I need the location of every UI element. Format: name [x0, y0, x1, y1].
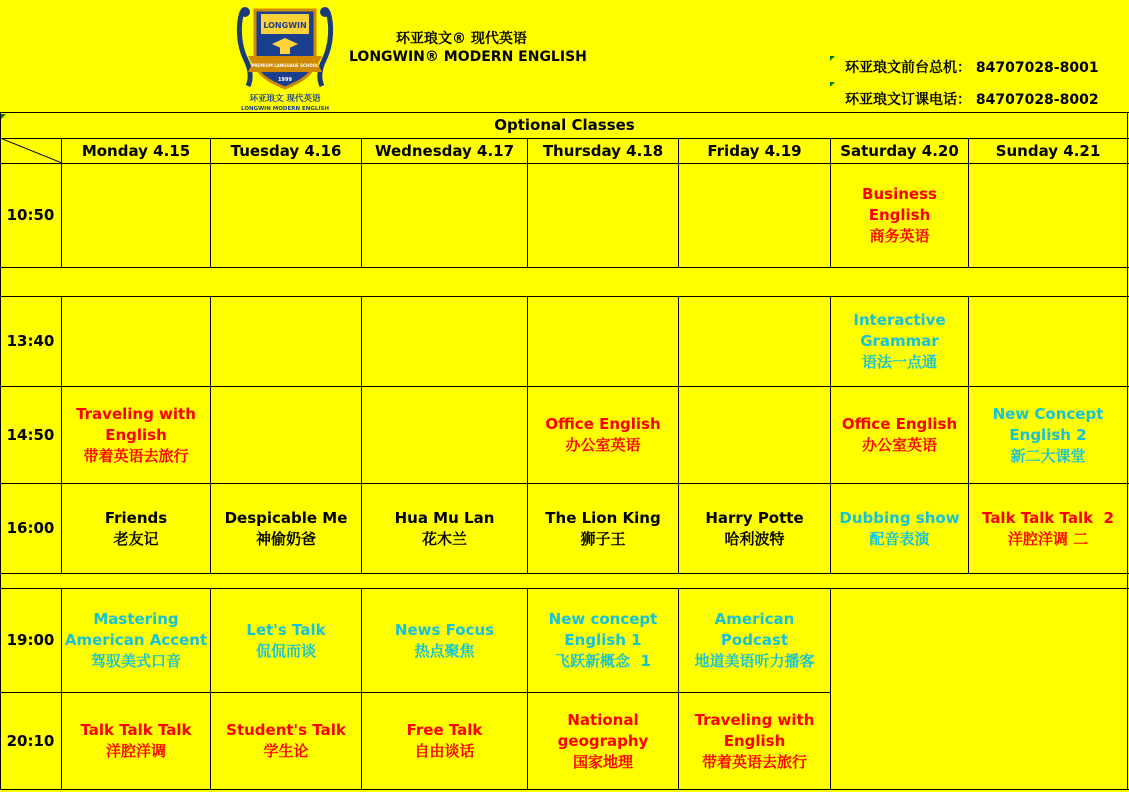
class-mastering-american-accent: [62, 589, 210, 692]
class-name-cn: 办公室英语: [861, 436, 937, 454]
day-header-tuesday: Tuesday 4.16: [230, 141, 342, 160]
class-name: Dubbing show: [839, 508, 960, 527]
class-name: Office English: [545, 415, 661, 433]
class-name: geography: [557, 731, 649, 750]
class-name: Office English: [841, 415, 958, 433]
class-name: Mastering: [93, 610, 179, 628]
class-name: Harry Potte: [705, 508, 804, 527]
class-name: English 2: [1009, 425, 1087, 444]
class-name: Student's Talk: [226, 721, 346, 739]
class-name-cn: 自由谈话: [414, 742, 475, 760]
class-traveling-with-english: [679, 693, 830, 789]
class-name: Grammar: [860, 332, 939, 350]
class-name-cn: 学生论: [263, 742, 309, 760]
grid-line: [830, 588, 831, 789]
class-despicable-me: [211, 484, 361, 573]
cell-marker-icon: [830, 82, 835, 87]
class-name: The Lion King: [545, 508, 661, 527]
class-name-cn: 新二大课堂: [1010, 446, 1086, 465]
class-name: English: [105, 425, 167, 444]
class-new-concept-english-1: [528, 589, 678, 692]
class-office-english: [528, 387, 678, 483]
class-national-geography: [528, 693, 678, 789]
day-header-friday: Friday 4.19: [707, 141, 802, 160]
class-name: Let's Talk: [246, 620, 326, 639]
class-name: New concept: [548, 610, 658, 628]
class-name-cn: 语法一点通: [861, 353, 937, 371]
class-lets-talk: [211, 589, 361, 692]
grid-line: [1127, 112, 1128, 790]
class-name: Talk Talk Talk 2: [982, 508, 1114, 527]
class-talk-talk-talk: [62, 693, 210, 789]
class-name: English: [868, 206, 931, 224]
class-name-cn: 哈利波特: [724, 529, 785, 548]
class-name: English 1: [564, 631, 642, 649]
class-name-cn: 神偷奶爸: [255, 529, 316, 548]
class-new-concept-english-2: [969, 387, 1127, 483]
class-name-cn: 带着英语去旅行: [701, 752, 807, 771]
grid-line: [0, 267, 1129, 268]
class-name: Traveling with: [76, 404, 196, 423]
header-diagonal: [0, 138, 62, 163]
class-name: American Accent: [64, 631, 208, 649]
class-news-focus: [362, 589, 527, 692]
class-name-cn: 洋腔洋调 二: [1007, 529, 1089, 548]
class-the-lion-king: [528, 484, 678, 573]
class-name-cn: 飞跃新概念 1: [555, 652, 651, 670]
class-friends: [62, 484, 210, 573]
class-name: Business: [862, 185, 937, 203]
class-name-cn: 热点聚焦: [414, 641, 475, 660]
class-name-cn: 配音表演: [869, 529, 930, 548]
class-name-cn: 地道美语听力播客: [694, 652, 815, 670]
time-label: 14:50: [6, 425, 55, 444]
class-name-cn: 狮子王: [580, 529, 626, 548]
class-name: Despicable Me: [224, 508, 348, 527]
class-name-cn: 商务英语: [869, 227, 930, 245]
class-dubbing-show: [831, 484, 968, 573]
logo-year: 1999: [278, 77, 292, 83]
class-name: Free Talk: [406, 721, 483, 739]
logo-en-text: LONGWIN MODERN ENGLISH: [241, 106, 329, 112]
time-label: 10:50: [6, 206, 55, 224]
time-label: 16:00: [6, 519, 55, 537]
day-header-thursday: Thursday 4.18: [542, 141, 664, 160]
time-label: 13:40: [6, 332, 55, 350]
class-name: New Concept: [992, 404, 1104, 423]
class-hua-mu-lan: [362, 484, 527, 573]
day-header-wednesday: Wednesday 4.17: [374, 141, 515, 160]
class-name-cn: 洋腔洋调: [105, 742, 166, 760]
booking-phone: 环亚琅文订课电话： 84707028-8002: [845, 92, 1099, 108]
class-name: National: [567, 710, 639, 729]
class-name-cn: 带着英语去旅行: [83, 446, 189, 465]
class-name-cn: 国家地理: [572, 752, 633, 771]
class-name: Interactive: [853, 311, 946, 329]
class-name: American Podcast: [714, 610, 795, 649]
class-name: Traveling with: [694, 710, 815, 729]
class-interactive-grammar: [831, 297, 968, 386]
class-business-english: [831, 164, 968, 267]
class-students-talk: [211, 693, 361, 789]
front-desk-phone: 环亚琅文前台总机： 84707028-8001: [845, 60, 1099, 76]
company-name-en: LONGWIN® MODERN ENGLISH: [349, 49, 587, 65]
table-title: Optional Classes: [494, 116, 635, 134]
logo-cn-text: 环亚琅文 现代英语: [249, 94, 321, 104]
grid-line: [0, 789, 1129, 790]
class-name: English: [723, 731, 786, 750]
class-talk-talk-talk-2: [969, 484, 1127, 573]
class-name: Talk Talk Talk: [80, 721, 192, 739]
longwin-logo: [236, 4, 334, 112]
day-header-monday: Monday 4.15: [81, 141, 191, 160]
class-free-talk: [362, 693, 527, 789]
class-name: Hua Mu Lan: [394, 508, 495, 527]
class-name-cn: 驾驭美式口音: [90, 652, 181, 670]
header: [0, 0, 1129, 113]
day-header-saturday: Saturday 4.20: [840, 141, 959, 160]
class-american-podcast: [679, 589, 830, 692]
class-name-cn: 侃侃而谈: [255, 641, 316, 660]
class-name-cn: 办公室英语: [565, 436, 641, 454]
logo-ribbon-text: PREMIUM LANGUAGE SCHOOL: [251, 63, 319, 68]
class-name-cn: 花木兰: [421, 529, 467, 548]
logo-top-text: LONGWIN: [263, 21, 307, 30]
company-name-cn: 环亚琅文® 现代英语: [396, 31, 527, 47]
cell-marker-icon: [830, 56, 835, 61]
class-name: Friends: [104, 508, 168, 527]
time-label: 19:00: [6, 631, 55, 649]
day-header-sunday: Sunday 4.21: [995, 141, 1101, 160]
class-name-cn: 老友记: [113, 529, 159, 548]
grid-line: [0, 573, 1129, 574]
class-name: News Focus: [394, 620, 495, 639]
class-office-english: [831, 387, 968, 483]
class-traveling-with-english: [62, 387, 210, 483]
time-label: 20:10: [6, 731, 55, 750]
class-harry-potter: [679, 484, 830, 573]
